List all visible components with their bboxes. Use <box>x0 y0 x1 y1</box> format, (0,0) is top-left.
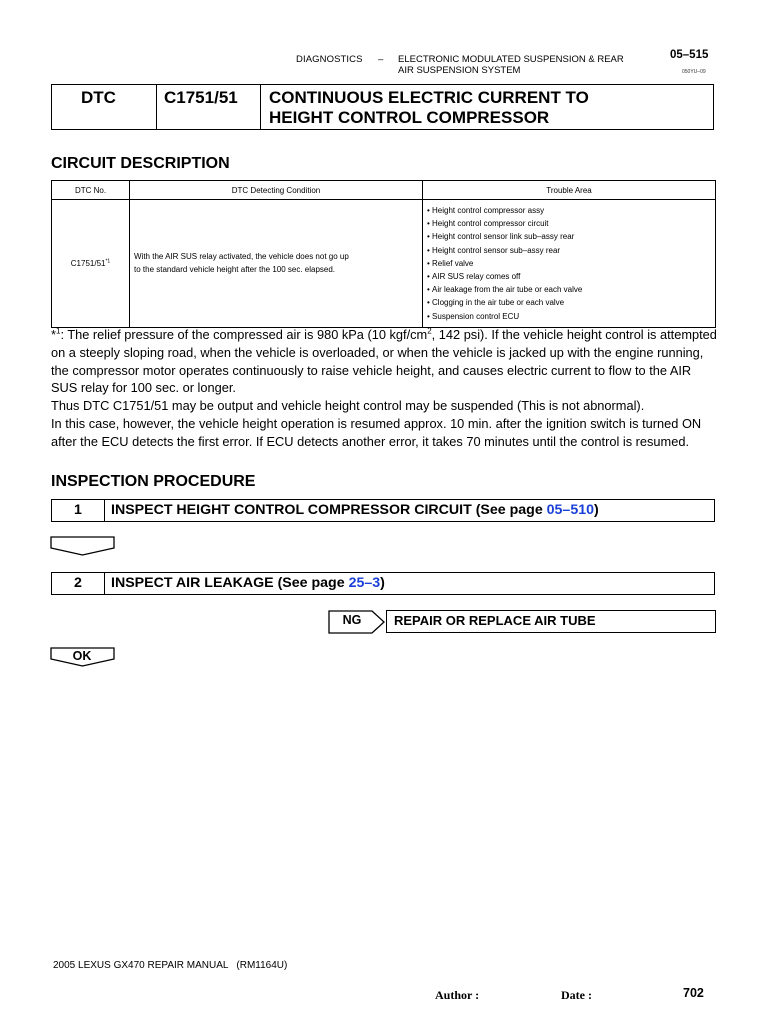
list-item: • Height control sensor sub–assy rear <box>427 244 715 257</box>
header-category: DIAGNOSTICS <box>296 54 363 65</box>
list-item: • Height control sensor link sub–assy rear <box>427 230 715 243</box>
step-1-number: 1 <box>52 500 105 521</box>
list-item: • Clogging in the air tube or each valve <box>427 296 715 309</box>
condition-line2: to the standard vehicle height after the 100 sec. elapsed. <box>134 265 336 275</box>
footnote-text-part1: : The relief pressure of the compressed air is 980 kPa (10 kgf/cm <box>60 327 428 342</box>
footnote-number: 1 <box>55 326 61 336</box>
footnote-paragraph-2: Thus DTC C1751/51 may be output and vehicle height control may be suspended (This is not abnormal). <box>51 398 645 414</box>
step-1-close: ) <box>594 502 599 518</box>
dtc-title-table <box>51 84 714 130</box>
table-row <box>52 200 716 328</box>
step-2-page-link[interactable]: 25–3 <box>348 575 381 591</box>
list-item: • Height control compressor circuit <box>427 217 715 230</box>
dtc-number: C1751/51 <box>70 258 106 268</box>
ng-result-box: REPAIR OR REPLACE AIR TUBE <box>386 610 716 633</box>
step-1-page-link[interactable]: 05–510 <box>546 502 594 518</box>
inspection-procedure-heading: INSPECTION PROCEDURE <box>51 473 256 490</box>
step-2-number: 2 <box>52 573 105 594</box>
dtc-code: C1751/51 <box>157 85 261 129</box>
footnote-text <box>51 326 717 451</box>
dtc-title-line1: CONTINUOUS ELECTRIC CURRENT TO <box>269 88 589 107</box>
ng-label: NG <box>342 613 362 627</box>
footer-manual-title: 2005 LEXUS GX470 REPAIR MANUAL (RM1164U) <box>53 960 288 971</box>
step-2-close: ) <box>380 575 385 591</box>
dtc-footnote-marker: *1 <box>105 258 111 265</box>
ok-label: OK <box>72 649 92 663</box>
column-header: Trouble Area <box>423 181 716 200</box>
trouble-area-list <box>423 200 715 327</box>
list-item: • Suspension control ECU <box>427 310 715 323</box>
list-item: • AIR SUS relay comes off <box>427 270 715 283</box>
trouble-area-cell <box>423 200 716 328</box>
header-page-code: 05–515 <box>670 49 709 61</box>
dtc-number-cell <box>52 200 130 328</box>
circuit-description-heading: CIRCUIT DESCRIPTION <box>51 155 230 172</box>
condition-line1: With the AIR SUS relay activated, the vehicle does not go up <box>134 252 349 262</box>
list-item: • Relief valve <box>427 257 715 270</box>
header-section-line2: AIR SUSPENSION SYSTEM <box>398 65 521 76</box>
flow-arrow-down-icon <box>50 536 116 556</box>
footnote-star: * <box>51 327 56 342</box>
circuit-description-table <box>51 180 716 328</box>
column-header: DTC Detecting Condition <box>130 181 423 200</box>
step-1-text <box>105 500 599 521</box>
header-section-title <box>398 54 648 76</box>
header-doc-code: 050YU–09 <box>682 69 706 75</box>
step-2-text <box>105 573 385 594</box>
footer-date-label: Date : <box>561 988 592 1002</box>
step-1-box <box>51 499 715 522</box>
detecting-condition-cell <box>130 200 423 328</box>
column-header: DTC No. <box>52 181 130 200</box>
step-2-box <box>51 572 715 595</box>
step-2-label: INSPECT AIR LEAKAGE (See page <box>111 575 349 591</box>
dtc-title-line2: HEIGHT CONTROL COMPRESSOR <box>269 108 550 127</box>
footer-page-number: 702 <box>683 986 704 1000</box>
dtc-title <box>261 85 713 129</box>
table-header-row <box>52 181 716 200</box>
unit-superscript: 2 <box>427 326 432 336</box>
header-section-line1: ELECTRONIC MODULATED SUSPENSION & REAR <box>398 54 624 65</box>
list-item: • Height control compressor assy <box>427 204 715 217</box>
footnote-paragraph-1 <box>51 326 717 397</box>
header-dash: – <box>378 54 384 65</box>
footnote-text-part2: , 142 psi). If the vehicle height control is attempted on a steeply sloping road, when the vehicle is overloaded, or when the vehicle is jacked up with the engine running, the compressor motor operates continuously to raise vehicle height, and causes electric current to flow to the AIR SUS relay for 100 sec. or longer. <box>51 327 717 396</box>
footnote-paragraph-3: In this case, however, the vehicle height operation is resumed approx. 10 min. after the ignition switch is turned ON after the ECU detects the first error. If ECU detects another error, it takes 70 minutes until the control is resumed. <box>51 415 702 449</box>
footer-author-label: Author : <box>435 988 480 1002</box>
dtc-label: DTC <box>52 85 157 129</box>
step-1-label: INSPECT HEIGHT CONTROL COMPRESSOR CIRCUIT (See page <box>111 502 547 518</box>
list-item: • Air leakage from the air tube or each valve <box>427 283 715 296</box>
